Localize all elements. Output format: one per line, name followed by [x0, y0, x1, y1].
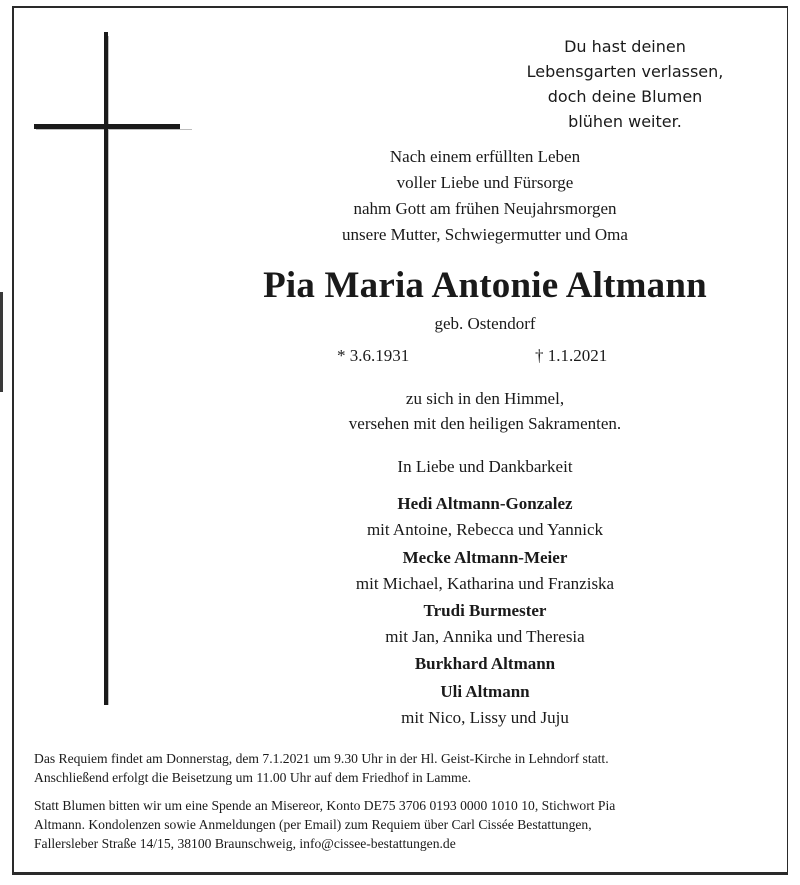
family-member-companions: mit Antoine, Rebecca und Yannick [366, 520, 604, 539]
family-member-companions: mit Nico, Lissy und Juju [401, 708, 569, 727]
deceased-name: Pia Maria Antonie Altmann [263, 265, 707, 306]
family-member-name: Mecke Altmann-Meier [402, 548, 568, 567]
intro-line: unsere Mutter, Schwiegermutter und Oma [342, 225, 628, 244]
family-member [180, 598, 790, 650]
family-member-name: Uli Altmann [440, 682, 530, 701]
scan-edge [0, 292, 3, 392]
cross-shadow [108, 36, 109, 705]
himmel-line: versehen mit den heiligen Sakramenten. [348, 414, 622, 433]
donation-line: Statt Blumen bitten wir um eine Spende an Misereor, Konto DE75 3706 0193 0000 1010 10, Stichwort Pia [34, 798, 616, 813]
family-member [180, 679, 790, 731]
birth-date: * 3.6.1931 [337, 346, 410, 365]
poem-line: blühen weiter. [568, 112, 682, 131]
requiem-line: Anschließend erfolgt die Beisetzung um 11.00 Uhr auf dem Friedhof in Lamme. [34, 770, 472, 785]
death-date: † 1.1.2021 [535, 346, 608, 365]
intro-line: nahm Gott am frühen Neujahrsmorgen [353, 199, 617, 218]
cross-shadow [36, 129, 192, 130]
family-member [180, 545, 790, 597]
requiem-line: Das Requiem findet am Donnerstag, dem 7.1.2021 um 9.30 Uhr in der Hl. Geist-Kirche in Lehndorf statt. [34, 751, 609, 766]
donation-note [34, 796, 774, 853]
gratitude-line: In Liebe und Dankbarkeit [397, 457, 573, 476]
cross-icon [104, 32, 108, 705]
cross-icon [34, 124, 180, 129]
poem-line: Lebensgarten verlassen, [526, 62, 724, 81]
family-member-companions: mit Jan, Annika und Theresia [385, 627, 585, 646]
maiden-name: geb. Ostendorf [434, 314, 536, 333]
family-member-name: Burkhard Altmann [414, 654, 556, 673]
intro-text [180, 144, 790, 248]
family-member [180, 651, 790, 677]
family-member-companions: mit Michael, Katharina und Franziska [355, 574, 615, 593]
poem-line: doch deine Blumen [547, 87, 703, 106]
himmel-line: zu sich in den Himmel, [405, 389, 565, 408]
family-member-name: Trudi Burmester [423, 601, 547, 620]
notice-frame [12, 6, 788, 875]
poem [520, 34, 730, 134]
himmel-text [180, 386, 790, 436]
donation-line: Altmann. Kondolenzen sowie Anmeldungen (per Email) zum Requiem über Carl Cissée Bestattungen, [34, 817, 592, 832]
family-member-name: Hedi Altmann-Gonzalez [397, 494, 573, 513]
intro-line: voller Liebe und Fürsorge [396, 173, 574, 192]
intro-line: Nach einem erfüllten Leben [389, 147, 581, 166]
poem-line: Du hast deinen [564, 37, 686, 56]
family-member [180, 491, 790, 543]
donation-line: Fallersleber Straße 14/15, 38100 Braunschweig, info@cissee-bestattungen.de [34, 836, 456, 851]
requiem-note [34, 749, 774, 787]
